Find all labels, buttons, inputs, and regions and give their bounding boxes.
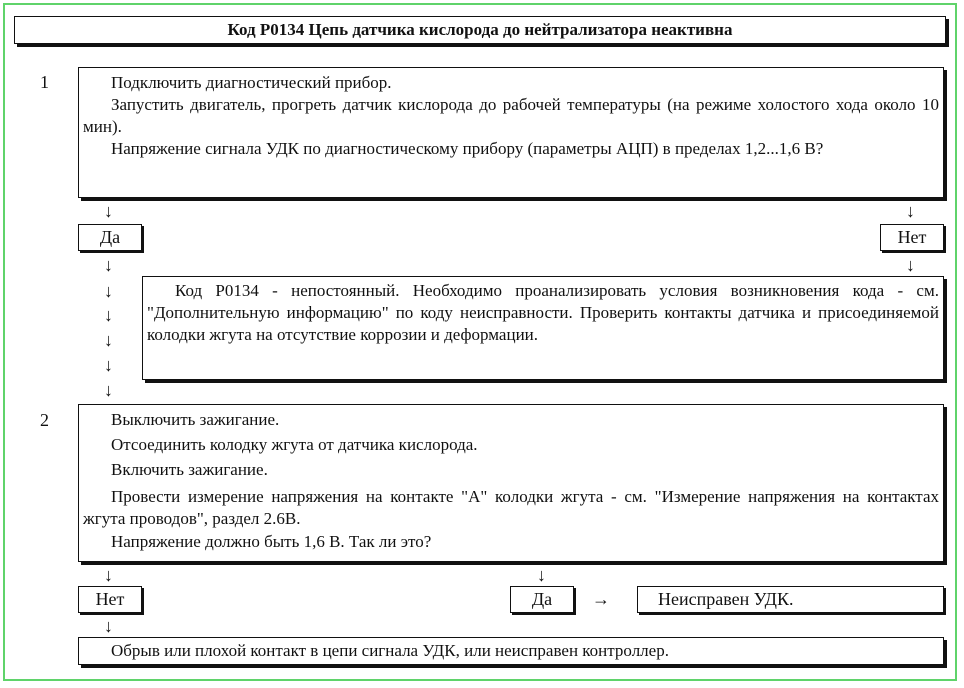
step-2-line-2: Отсоединить колодку жгута от датчика кислорода.	[111, 435, 478, 454]
arrow-down-icon: ↓	[537, 565, 546, 585]
faulty-sensor-box: Неисправен УДК.	[637, 586, 944, 613]
arrow-down-icon: ↓	[104, 355, 113, 375]
arrow-right-icon: →	[592, 589, 610, 609]
arrow-down-icon: ↓	[104, 305, 113, 325]
step-2-box	[78, 404, 944, 562]
arrow-down-icon: ↓	[104, 201, 113, 221]
step-number-2: 2	[40, 410, 49, 430]
intermittent-code-box	[142, 276, 944, 380]
arrow-down-icon: ↓	[104, 255, 113, 275]
final-result-box	[78, 637, 944, 665]
page-title: Код P0134 Цепь датчика кислорода до нейтрализатора неактивна	[14, 16, 946, 44]
step-1-line-2: Запустить двигатель, прогреть датчик кислорода до рабочей температуры (на режиме холостого хода около 10 мин).	[83, 95, 939, 136]
arrow-down-icon: ↓	[104, 330, 113, 350]
arrow-down-icon: ↓	[906, 255, 915, 275]
step-number-1: 1	[40, 72, 49, 92]
step-1-no-label: Нет	[880, 224, 944, 251]
step-2-line-3: Включить зажигание.	[111, 460, 268, 479]
arrow-down-icon: ↓	[104, 565, 113, 585]
arrow-down-icon: ↓	[906, 201, 915, 221]
step-2-yes-label: Да	[510, 586, 574, 613]
step-2-no-label: Нет	[78, 586, 142, 613]
arrow-down-icon: ↓	[104, 380, 113, 400]
arrow-down-icon: ↓	[104, 616, 113, 636]
final-result-text: Обрыв или плохой контакт в цепи сигнала УДК, или неисправен контроллер.	[111, 641, 669, 660]
step-2-line-5: Напряжение должно быть 1,6 В. Так ли это?	[111, 532, 432, 551]
step-2-line-4: Провести измерение напряжения на контакте "А" колодки жгута - см. "Измерение напряжения на контактах жгута проводов", раздел 2.6В.	[83, 487, 939, 528]
step-1-line-3: Напряжение сигнала УДК по диагностическому прибору (параметры АЦП) в пределах 1,2...1,6 В?	[111, 139, 824, 158]
step-2-line-1: Выключить зажигание.	[111, 410, 280, 429]
arrow-down-icon: ↓	[104, 281, 113, 301]
intermittent-code-text: Код P0134 - непостоянный. Необходимо проанализировать условия возникновения кода - см. "Дополнительную информацию" по коду неисправности. Проверить контакты датчика и присоединяемой колодки жгута на отсутствие коррозии и деформации.	[147, 281, 939, 344]
step-1-line-1: Подключить диагностический прибор.	[111, 73, 392, 92]
step-1-yes-label: Да	[78, 224, 142, 251]
step-1-box	[78, 67, 944, 198]
